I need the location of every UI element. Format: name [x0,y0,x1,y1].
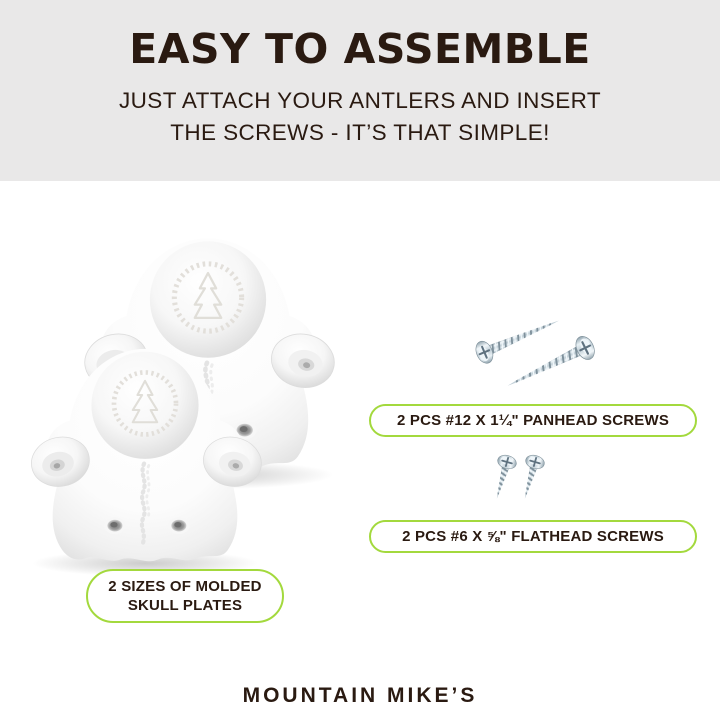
flathead-callout [369,520,697,553]
subtitle-line-2: THE SCREWS - IT’S THAT SIMPLE! [170,120,550,146]
brand-name: MOUNTAIN MIKE’S [242,684,478,707]
header-banner [0,0,720,181]
footer [0,684,720,708]
panhead-screws-image [432,288,632,403]
skull-plates-callout-line-2: SKULL PLATES [127,597,243,614]
panhead-callout [369,404,697,437]
flathead-screws-image [470,444,570,516]
skull-plates-callout-line-1: 2 SIZES OF MOLDED [108,578,262,595]
page-title: EASY TO ASSEMBLE [129,25,591,73]
skull-plates-callout [86,569,284,623]
subtitle-line-1: JUST ATTACH YOUR ANTLERS AND INSERT [118,88,602,114]
skull-plates-image [0,192,380,592]
flathead-callout-label: 2 PCS #6 X ⅝" FLATHEAD SCREWS [402,528,664,545]
panhead-callout-label: 2 PCS #12 X 1¼" PANHEAD SCREWS [396,412,670,429]
